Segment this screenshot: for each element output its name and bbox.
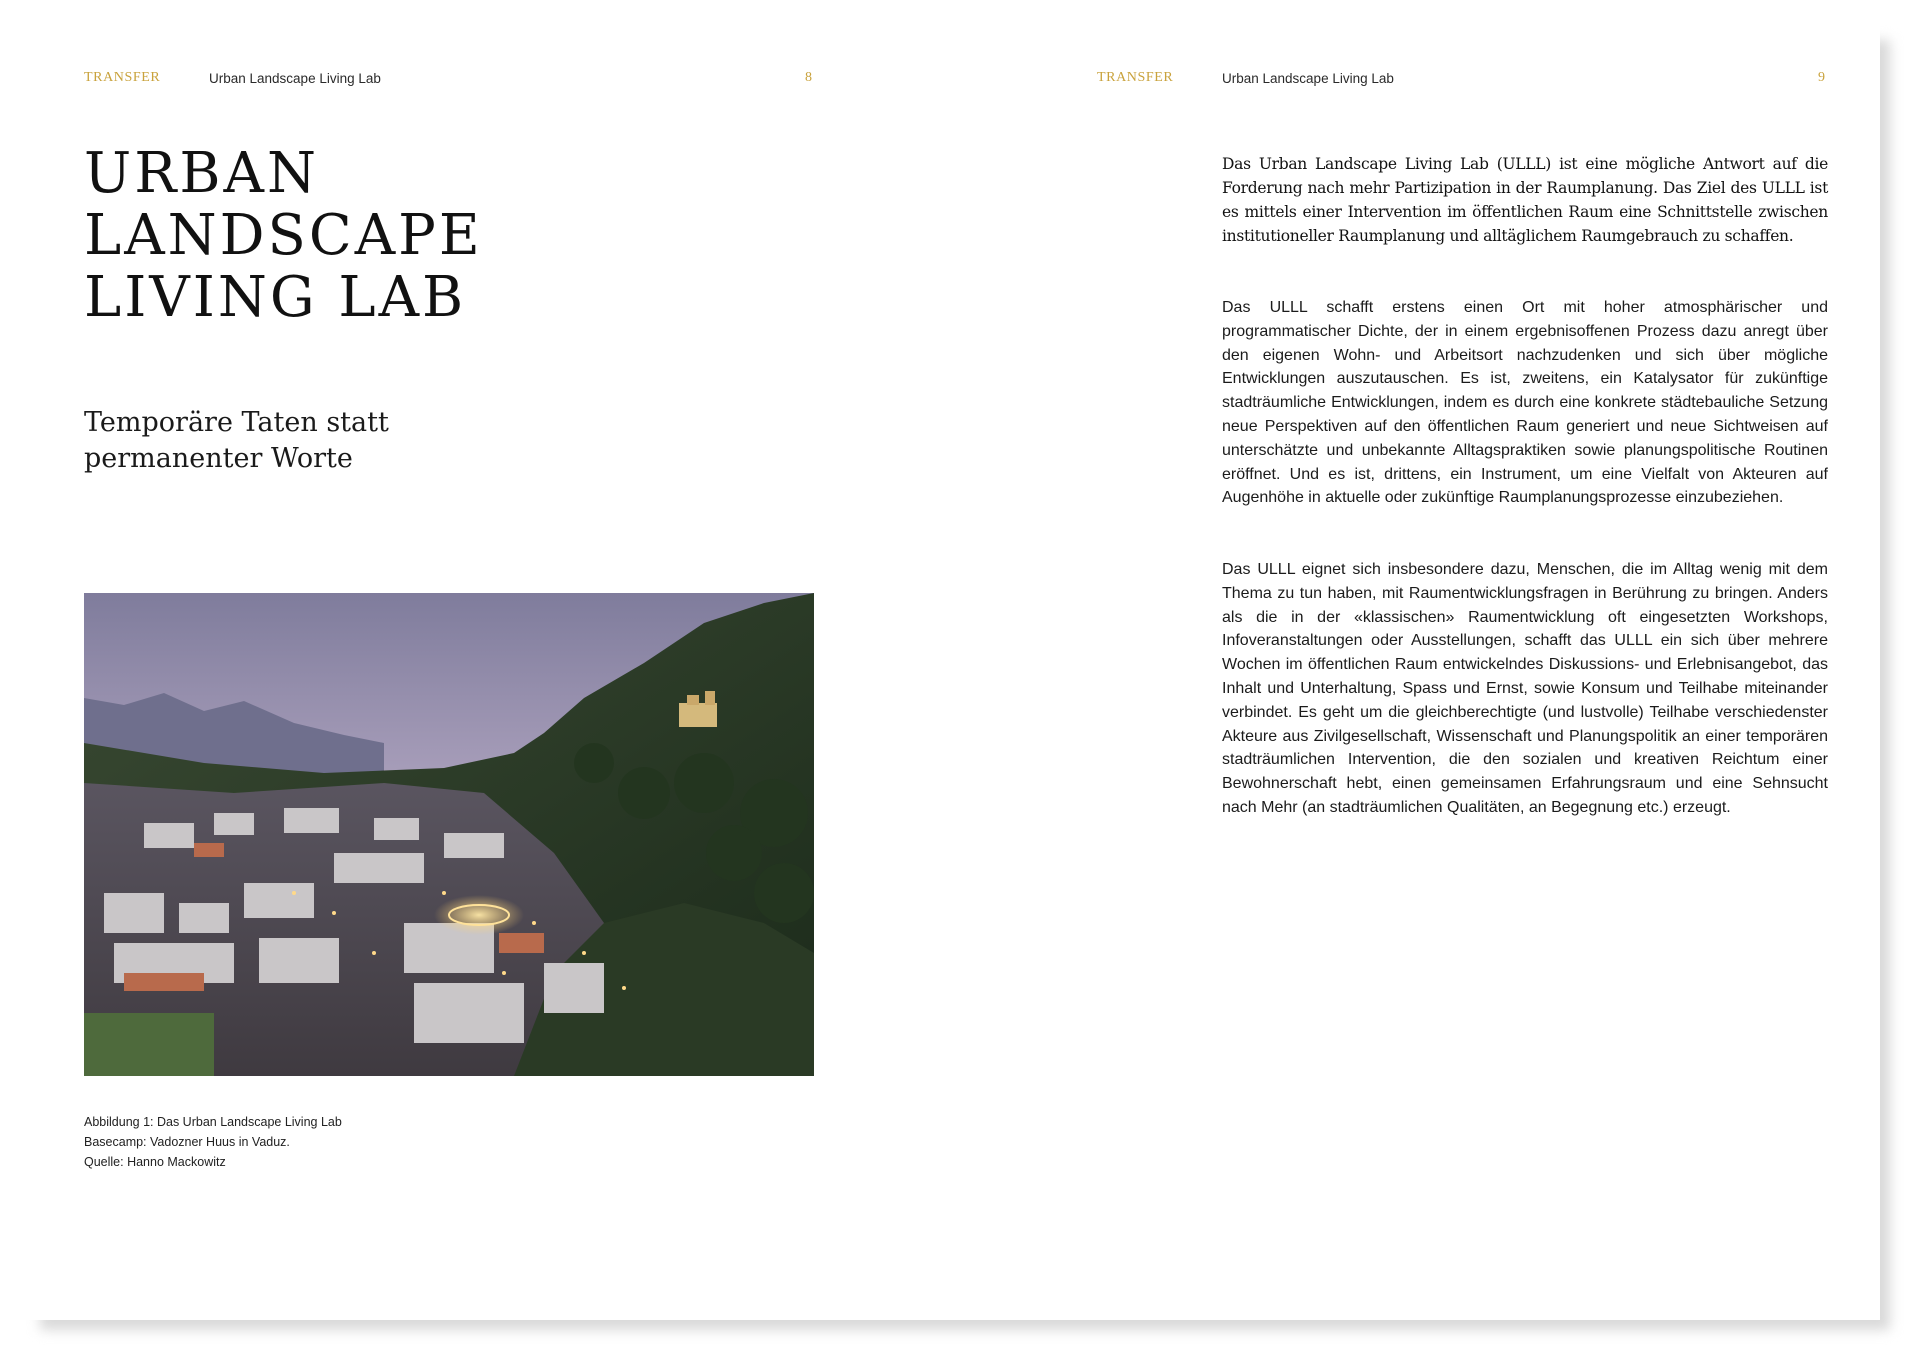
running-title: Urban Landscape Living Lab [209,71,381,86]
title-line: URBAN [84,141,319,206]
body-paragraph: Das ULLL schafft erstens einen Ort mit hoher atmosphärischer und programmatischer Dichte, der in einem ergebnisoffenen Prozess dazu anregt über den eigenen Wohn- und Arbeitsort nachzudenken und sich über mögliche Entwicklungen auszutauschen. Es ist, zweitens, ein Katalysator für zukünftige stadträumliche Entwicklungen, indem es durch eine konkrete städtebauliche Setzung neue Perspektiven auf den öffentlichen Raum generiert und neue Sichtweisen auf unterschätzte und unbekannte Alltagspraktiken sowie planungspolitische Routinen eröffnet. Und es ist, drittens, ein Instrument, um eine Vielfalt von Akteuren auf Augenhöhe in aktuelle oder zukünftige Raumplanungsprozesse einzubeziehen. [1222,299,1828,507]
figure-caption [84,1112,342,1172]
running-section-label: TRANSFER [84,70,161,85]
caption-line: Quelle: Hanno Mackowitz [84,1155,226,1169]
subtitle-line: Temporäre Taten statt [84,407,389,438]
running-section-label: TRANSFER [1097,70,1174,85]
title-line: LANDSCAPE [84,203,483,268]
running-title: Urban Landscape Living Lab [1222,71,1394,86]
aerial-photo [84,593,814,1076]
caption-line: Abbildung 1: Das Urban Landscape Living Lab [84,1115,342,1129]
title-line: LIVING LAB [84,265,467,330]
caption-line: Basecamp: Vadozner Huus in Vaduz. [84,1135,290,1149]
lead-paragraph: Das Urban Landscape Living Lab (ULLL) ist eine mögliche Antwort auf die Forderung nach mehr Partizipation in der Raumplanung. Das Ziel des ULLL ist es mittels einer Intervention im öffentlichen Raum eine Schnittstelle zwischen institutioneller Raumplanung und alltäglichem Raumgebrauch zu schaffen. [1222,155,1828,245]
subtitle-line: permanenter Worte [84,443,353,474]
page-number: 8 [805,70,812,85]
page-number: 9 [1818,70,1825,85]
aerial-photo-vaduz-icon [84,593,814,1076]
page-title [84,143,483,329]
body-paragraph: Das ULLL eignet sich insbesondere dazu, Menschen, die im Alltag wenig mit dem Thema zu tun haben, mit Raumentwicklungsfragen in Berührung zu bringen. Anders als die in der «klassischen» Raumentwicklung oft eingesetzten Workshops, Infoveranstaltungen oder Ausstellungen, schafft das ULLL ein sich über mehrere Wochen im öffentlichen Raum entwickelndes Diskussions- und Erlebnisangebot, das Inhalt und Unterhaltung, Spass und Ernst, sowie Konsum und Teilhabe miteinander verbindet. Es geht um die gleichberechtigte (und lustvolle) Teilhabe verschiedenster Akteure aus Zivilgesellschaft, Wissenschaft und Planungspolitik an einer temporären stadträumlichen Intervention, die den sozialen und kreativen Reichtum einer Bewohnerschaft hebt, einen gemeinsamen Erfahrungsraum und eine Sehnsucht nach Mehr (an stadträumlichen Qualitäten, an Begegnung etc.) erzeugt. [1222,561,1828,816]
subtitle [84,405,389,477]
